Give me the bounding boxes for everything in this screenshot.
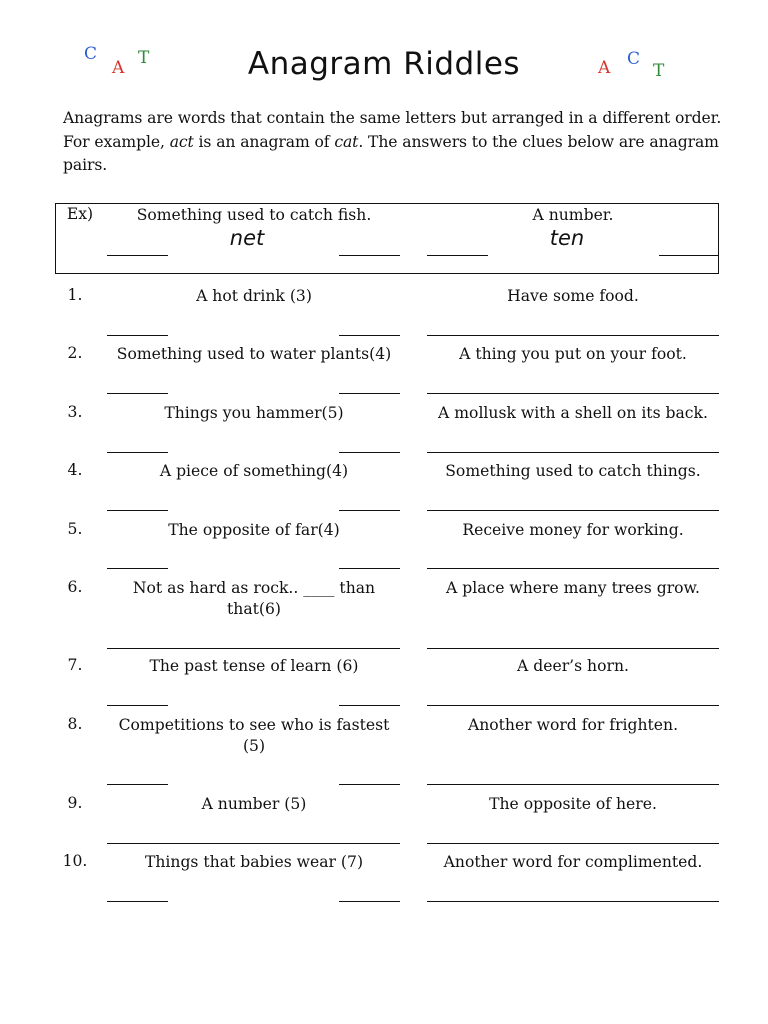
example-label: Ex)	[66, 205, 94, 223]
example-blank-right-2[interactable]	[659, 255, 719, 256]
intro-paragraph	[63, 107, 723, 178]
deco-letter-a-left: A	[112, 58, 125, 78]
deco-letter-a-right: A	[598, 58, 611, 78]
answer-blank-right[interactable]	[427, 568, 719, 569]
riddle-left-clue: Things you hammer(5)	[164, 404, 344, 422]
example-left-answer: net	[229, 226, 265, 250]
answer-blank-left-1[interactable]	[107, 335, 168, 336]
answer-blank-left-2[interactable]	[339, 784, 400, 785]
intro-example-word-cat: cat	[334, 132, 359, 151]
deco-letter-t-right: T	[653, 61, 665, 81]
answer-blank-left-1[interactable]	[107, 901, 168, 902]
deco-letter-t-left: T	[138, 48, 150, 68]
answer-blank-right[interactable]	[427, 705, 719, 706]
intro-text-2: is an anagram of	[193, 132, 335, 151]
answer-blank-right[interactable]	[427, 901, 719, 902]
riddle-left-clue: Not as hard as rock.. ____ than that(6)	[132, 579, 376, 618]
answer-blank-left-2[interactable]	[339, 568, 400, 569]
riddle-number: 7.	[67, 656, 83, 674]
answer-blank-right[interactable]	[427, 648, 719, 649]
riddle-number: 1.	[67, 286, 83, 304]
riddle-right-clue: Something used to catch things.	[445, 462, 701, 480]
riddle-right-clue: A thing you put on your foot.	[459, 345, 687, 363]
riddle-left-clue: A hot drink (3)	[196, 287, 312, 305]
answer-blank-left[interactable]	[107, 648, 400, 649]
riddle-number: 2.	[67, 344, 83, 362]
answer-blank-left-2[interactable]	[339, 452, 400, 453]
example-right-clue: A number.	[532, 206, 614, 224]
riddle-number: 9.	[67, 794, 83, 812]
riddle-right-clue: Another word for frighten.	[467, 716, 679, 734]
intro-example-word-act: act	[169, 132, 194, 151]
riddle-right-clue: The opposite of here.	[489, 795, 657, 813]
riddle-left-clue: A piece of something(4)	[159, 462, 349, 480]
riddle-number: 4.	[67, 461, 83, 479]
answer-blank-left-1[interactable]	[107, 784, 168, 785]
answer-blank-left-2[interactable]	[339, 901, 400, 902]
riddle-left-clue: Things that babies wear (7)	[144, 853, 364, 871]
riddle-number: 3.	[67, 403, 83, 421]
riddle-right-clue: Another word for complimented.	[443, 853, 703, 871]
deco-letter-c-left: C	[84, 44, 98, 64]
answer-blank-left-1[interactable]	[107, 705, 168, 706]
riddle-left-clue: The past tense of learn (6)	[149, 657, 359, 675]
deco-letter-c-right: C	[627, 49, 641, 69]
answer-blank-left-1[interactable]	[107, 568, 168, 569]
riddle-number: 5.	[67, 520, 83, 538]
riddle-left-clue: Competitions to see who is fastest (5)	[118, 716, 390, 755]
page-title: Anagram Riddles	[247, 46, 521, 82]
answer-blank-right[interactable]	[427, 784, 719, 785]
answer-blank-right[interactable]	[427, 393, 719, 394]
riddle-right-clue: Have some food.	[507, 287, 639, 305]
example-blank-right-1[interactable]	[427, 255, 488, 256]
example-blank-left-2[interactable]	[339, 255, 400, 256]
riddle-left-clue: A number (5)	[201, 795, 307, 813]
answer-blank-left[interactable]	[107, 843, 400, 844]
answer-blank-left-1[interactable]	[107, 510, 168, 511]
riddle-right-clue: Receive money for working.	[462, 521, 684, 539]
example-blank-left-1[interactable]	[107, 255, 168, 256]
riddle-right-clue: A deer’s horn.	[517, 657, 629, 675]
example-right-answer: ten	[549, 226, 585, 250]
answer-blank-right[interactable]	[427, 335, 719, 336]
riddle-number: 8.	[67, 715, 83, 733]
answer-blank-right[interactable]	[427, 843, 719, 844]
answer-blank-left-2[interactable]	[339, 393, 400, 394]
answer-blank-right[interactable]	[427, 452, 719, 453]
riddle-right-clue: A mollusk with a shell on its back.	[438, 404, 708, 422]
riddle-number: 6.	[67, 578, 83, 596]
riddle-left-clue: Something used to water plants(4)	[116, 345, 392, 363]
answer-blank-left-1[interactable]	[107, 452, 168, 453]
answer-blank-left-2[interactable]	[339, 510, 400, 511]
answer-blank-left-2[interactable]	[339, 335, 400, 336]
riddle-left-clue: The opposite of far(4)	[168, 521, 340, 539]
answer-blank-left-1[interactable]	[107, 393, 168, 394]
riddle-right-clue: A place where many trees grow.	[446, 579, 700, 597]
answer-blank-left-2[interactable]	[339, 705, 400, 706]
riddle-number: 10.	[62, 852, 88, 870]
answer-blank-right[interactable]	[427, 510, 719, 511]
intro-text-3: . The answers to the clues below are anagram pairs.	[63, 132, 719, 174]
intro-text-1: Anagrams are words that contain the same letters but arranged in a different order. For example,	[63, 109, 722, 151]
example-left-clue: Something used to catch fish.	[136, 206, 372, 224]
worksheet-header	[0, 40, 768, 100]
